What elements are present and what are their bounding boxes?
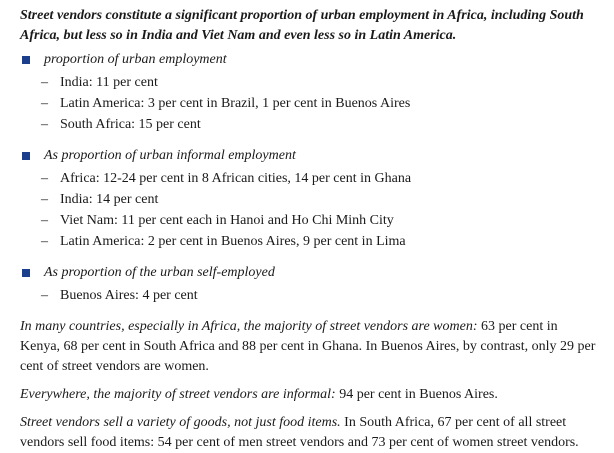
list-item <box>20 93 600 114</box>
square-bullet-icon <box>22 152 30 160</box>
list-item <box>20 168 600 189</box>
list-item <box>20 114 600 135</box>
section-urban-employment <box>20 50 600 135</box>
paragraph-lead: Street vendors sell a variety of goods, not just food items. <box>20 415 341 430</box>
dash-marker: – <box>41 213 48 228</box>
section-heading <box>20 50 600 70</box>
paragraph-body: 63 per cent in Kenya, 68 per cent in South Africa and 88 per cent in Ghana. In Buenos Aires, by contrast, only 29 per cent of street vendors are women. <box>20 319 596 374</box>
dash-marker: – <box>41 75 48 90</box>
list-item-text: India: 11 per cent <box>60 75 158 90</box>
intro-statement: Street vendors constitute a significant proportion of urban employment in Africa, including South Africa, but less so in India and Viet Nam and even less so in Latin America. <box>20 8 584 43</box>
section-urban-self-employed <box>20 263 600 306</box>
dash-marker: – <box>41 171 48 186</box>
section-heading-text: proportion of urban employment <box>44 52 227 67</box>
list-item-text: Africa: 12-24 per cent in 8 African cities, 14 per cent in Ghana <box>60 171 412 186</box>
list-item-text: Viet Nam: 11 per cent each in Hanoi and Ho Chi Minh City <box>60 213 394 228</box>
paragraph-body: 94 per cent in Buenos Aires. <box>335 387 498 402</box>
dash-marker: – <box>41 117 48 132</box>
paragraph-goods-sold <box>20 413 600 453</box>
paragraph-lead: In many countries, especially in Africa, the majority of street vendors are women: <box>20 319 478 334</box>
bullet-list <box>20 168 600 252</box>
paragraph-women-vendors <box>20 317 600 377</box>
square-bullet-icon <box>22 269 30 277</box>
paragraph-body: In South Africa, 67 per cent of all street vendors sell food items: 54 per cent of men street vendors and 73 per cent of women street vendors. <box>20 415 579 450</box>
section-heading <box>20 146 600 166</box>
list-item-text: India: 14 per cent <box>60 192 159 207</box>
dash-marker: – <box>41 192 48 207</box>
dash-marker: – <box>41 288 48 303</box>
paragraph-informal-vendors <box>20 385 600 405</box>
list-item <box>20 210 600 231</box>
section-urban-informal-employment <box>20 146 600 252</box>
dash-marker: – <box>41 96 48 111</box>
bullet-list <box>20 72 600 135</box>
bullet-list <box>20 285 600 306</box>
paragraph-lead: Everywhere, the majority of street vendors are informal: <box>20 387 336 402</box>
section-heading <box>20 263 600 283</box>
list-item-text: Latin America: 3 per cent in Brazil, 1 per cent in Buenos Aires <box>60 96 411 111</box>
list-item-text: Buenos Aires: 4 per cent <box>60 288 198 303</box>
list-item <box>20 72 600 93</box>
list-item-text: South Africa: 15 per cent <box>60 117 201 132</box>
dash-marker: – <box>41 234 48 249</box>
list-item <box>20 189 600 210</box>
list-item <box>20 285 600 306</box>
section-heading-text: As proportion of the urban self-employed <box>44 265 275 280</box>
list-item <box>20 231 600 252</box>
list-item-text: Latin America: 2 per cent in Buenos Aires, 9 per cent in Lima <box>60 234 406 249</box>
square-bullet-icon <box>22 56 30 64</box>
section-heading-text: As proportion of urban informal employment <box>44 148 296 163</box>
